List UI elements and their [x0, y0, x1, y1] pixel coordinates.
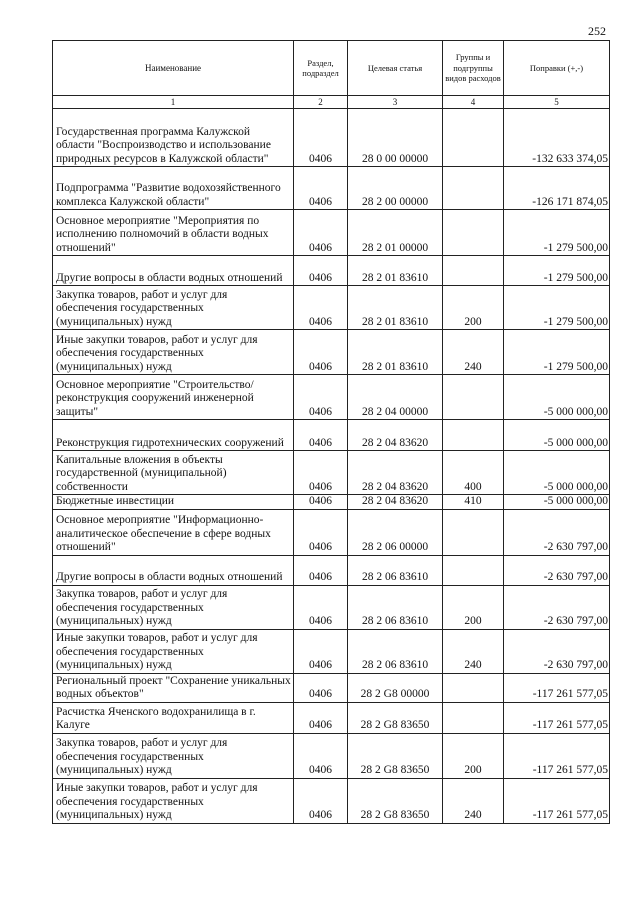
row-section: 0406	[294, 629, 348, 673]
row-group	[443, 256, 504, 286]
row-item: 28 2 04 83620	[348, 420, 443, 451]
row-amount: -1 279 500,00	[504, 286, 610, 330]
row-amount: -2 630 797,00	[504, 585, 610, 629]
column-number-row	[53, 96, 610, 109]
row-item: 28 2 00 00000	[348, 167, 443, 210]
row-section: 0406	[294, 451, 348, 495]
row-group	[443, 509, 504, 555]
row-name: Закупка товаров, работ и услуг для обеспечения государственных (муниципальных) нужд	[53, 585, 294, 629]
row-section: 0406	[294, 555, 348, 585]
row-group: 410	[443, 495, 504, 510]
table-row	[53, 778, 610, 823]
row-amount: -2 630 797,00	[504, 555, 610, 585]
row-name: Основное мероприятие "Информационно-аналитическое обеспечение в сфере водных отношений"	[53, 509, 294, 555]
row-group	[443, 555, 504, 585]
header-name: Наименование	[53, 41, 294, 96]
row-group	[443, 210, 504, 256]
row-item: 28 2 G8 00000	[348, 673, 443, 702]
row-amount: -5 000 000,00	[504, 495, 610, 510]
table-row	[53, 451, 610, 495]
row-name: Иные закупки товаров, работ и услуг для обеспечения государственных (муниципальных) нужд	[53, 629, 294, 673]
row-section: 0406	[294, 702, 348, 733]
row-section: 0406	[294, 495, 348, 510]
table-row	[53, 256, 610, 286]
table-row	[53, 629, 610, 673]
column-number: 5	[504, 96, 610, 109]
row-amount: -5 000 000,00	[504, 375, 610, 420]
row-group: 240	[443, 778, 504, 823]
table-row	[53, 509, 610, 555]
row-name: Подпрограмма "Развитие водохозяйственного комплекса Калужской области"	[53, 167, 294, 210]
row-group	[443, 702, 504, 733]
table-row	[53, 585, 610, 629]
row-item: 28 2 06 00000	[348, 509, 443, 555]
table-row	[53, 733, 610, 778]
row-section: 0406	[294, 210, 348, 256]
table-row	[53, 375, 610, 420]
row-group	[443, 673, 504, 702]
row-amount: -117 261 577,05	[504, 778, 610, 823]
table-row	[53, 330, 610, 375]
row-section: 0406	[294, 733, 348, 778]
table-row	[53, 109, 610, 167]
row-item: 28 2 04 83620	[348, 451, 443, 495]
row-section: 0406	[294, 420, 348, 451]
header-row	[53, 41, 610, 96]
header-item: Целевая статья	[348, 41, 443, 96]
row-item: 28 2 06 83610	[348, 585, 443, 629]
row-group: 400	[443, 451, 504, 495]
row-amount: -117 261 577,05	[504, 673, 610, 702]
row-section: 0406	[294, 585, 348, 629]
table-row	[53, 495, 610, 510]
row-group	[443, 167, 504, 210]
row-name: Бюджетные инвестиции	[53, 495, 294, 510]
table-row	[53, 167, 610, 210]
header-amount: Поправки (+,-)	[504, 41, 610, 96]
row-group	[443, 420, 504, 451]
row-name: Основное мероприятие "Мероприятия по исполнению полномочий в области водных отношений"	[53, 210, 294, 256]
row-name: Иные закупки товаров, работ и услуг для обеспечения государственных (муниципальных) нужд	[53, 330, 294, 375]
row-section: 0406	[294, 330, 348, 375]
row-amount: -5 000 000,00	[504, 420, 610, 451]
row-group: 200	[443, 733, 504, 778]
table-row	[53, 420, 610, 451]
row-name: Реконструкция гидротехнических сооружений	[53, 420, 294, 451]
row-group: 200	[443, 286, 504, 330]
table-row	[53, 555, 610, 585]
row-group	[443, 375, 504, 420]
row-name: Расчистка Яченского водохранилища в г. Калуге	[53, 702, 294, 733]
row-amount: -1 279 500,00	[504, 256, 610, 286]
column-number: 4	[443, 96, 504, 109]
row-group: 240	[443, 330, 504, 375]
row-amount: -1 279 500,00	[504, 330, 610, 375]
row-section: 0406	[294, 286, 348, 330]
row-name: Иные закупки товаров, работ и услуг для обеспечения государственных (муниципальных) нужд	[53, 778, 294, 823]
row-name: Региональный проект "Сохранение уникальных водных объектов"	[53, 673, 294, 702]
row-section: 0406	[294, 509, 348, 555]
row-amount: -1 279 500,00	[504, 210, 610, 256]
row-name: Основное мероприятие "Строительство/реконструкция сооружений инженерной защиты"	[53, 375, 294, 420]
row-item: 28 2 G8 83650	[348, 733, 443, 778]
row-item: 28 2 04 00000	[348, 375, 443, 420]
row-amount: -2 630 797,00	[504, 629, 610, 673]
row-group: 200	[443, 585, 504, 629]
row-name: Закупка товаров, работ и услуг для обеспечения государственных (муниципальных) нужд	[53, 733, 294, 778]
table-row	[53, 702, 610, 733]
row-amount: -2 630 797,00	[504, 509, 610, 555]
row-section: 0406	[294, 375, 348, 420]
row-name: Государственная программа Калужской области "Воспроизводство и использование природных ресурсов в Калужской области"	[53, 109, 294, 167]
row-item: 28 2 01 00000	[348, 210, 443, 256]
page-number: 252	[588, 24, 606, 38]
row-item: 28 2 01 83610	[348, 286, 443, 330]
column-number: 3	[348, 96, 443, 109]
table-row	[53, 286, 610, 330]
row-name: Другие вопросы в области водных отношений	[53, 555, 294, 585]
row-name: Капитальные вложения в объекты государственной (муниципальной) собственности	[53, 451, 294, 495]
row-section: 0406	[294, 778, 348, 823]
row-section: 0406	[294, 256, 348, 286]
row-amount: -132 633 374,05	[504, 109, 610, 167]
row-item: 28 2 06 83610	[348, 555, 443, 585]
row-group	[443, 109, 504, 167]
row-item: 28 0 00 00000	[348, 109, 443, 167]
row-item: 28 2 04 83620	[348, 495, 443, 510]
row-amount: -126 171 874,05	[504, 167, 610, 210]
row-name: Закупка товаров, работ и услуг для обеспечения государственных (муниципальных) нужд	[53, 286, 294, 330]
row-section: 0406	[294, 109, 348, 167]
row-section: 0406	[294, 167, 348, 210]
row-item: 28 2 G8 83650	[348, 778, 443, 823]
row-item: 28 2 01 83610	[348, 256, 443, 286]
row-amount: -5 000 000,00	[504, 451, 610, 495]
column-number: 2	[294, 96, 348, 109]
row-item: 28 2 06 83610	[348, 629, 443, 673]
row-amount: -117 261 577,05	[504, 733, 610, 778]
budget-table	[52, 40, 610, 824]
row-item: 28 2 G8 83650	[348, 702, 443, 733]
row-amount: -117 261 577,05	[504, 702, 610, 733]
table-row	[53, 673, 610, 702]
header-section: Раздел, подраздел	[294, 41, 348, 96]
row-section: 0406	[294, 673, 348, 702]
table-row	[53, 210, 610, 256]
row-item: 28 2 01 83610	[348, 330, 443, 375]
row-group: 240	[443, 629, 504, 673]
header-group: Группы и подгруппы видов расходов	[443, 41, 504, 96]
column-number: 1	[53, 96, 294, 109]
row-name: Другие вопросы в области водных отношений	[53, 256, 294, 286]
